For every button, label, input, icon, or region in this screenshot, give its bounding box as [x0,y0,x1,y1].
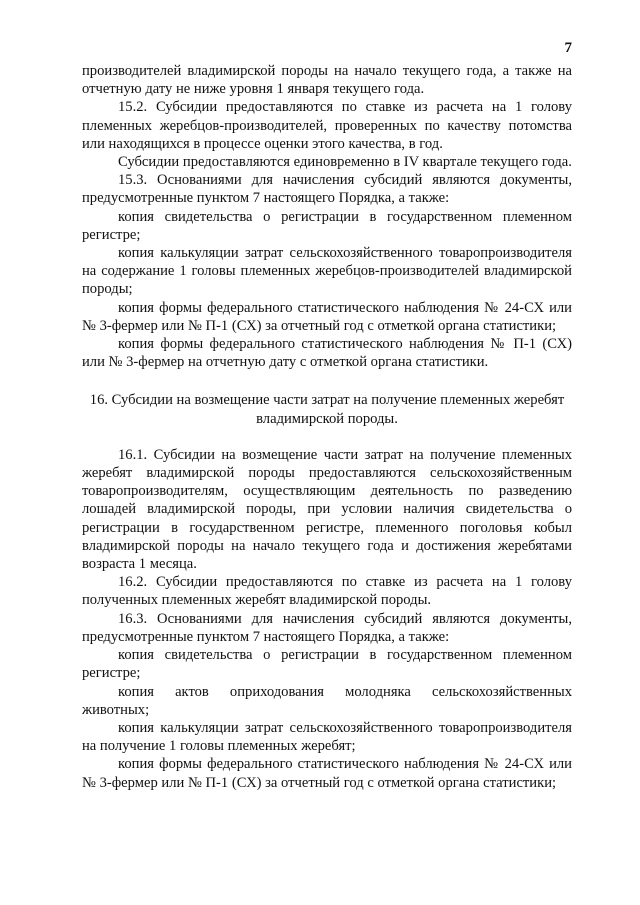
paragraph: производителей владимирской породы на начало текущего года, а также на отчетную дату не ниже уровня 1 января текущего года. [82,63,572,98]
paragraph: 16.3. Основаниями для начисления субсидий являются документы, предусмотренные пунктом 7 настоящего Порядка, а также: [82,610,572,645]
section-heading: 16. Субсидии на возмещение части затрат на получение племенных жеребят владимирской породы. [89,392,565,427]
paragraph: 15.2. Субсидии предоставляются по ставке из расчета на 1 голову племенных жеребцов-производителей, проверенных по качеству потомства или находящихся в процессе оценки этого качества, в год. [82,99,572,152]
list-item: копия калькуляции затрат сельскохозяйственного товаропроизводителя на получение 1 головы племенных жеребят; [82,719,572,755]
list-item: копия свидетельства о регистрации в государственном племенном регистре; [82,208,572,243]
document-body [82,62,572,792]
list-item: копия калькуляции затрат сельскохозяйственного товаропроизводителя на содержание 1 головы племенных жеребцов-производителей владимирской породы; [82,245,572,298]
list-item: копия формы федерального статистического наблюдения № П-1 (СХ) или № 3-фермер на отчетную дату с отметкой органа статистики. [82,336,572,371]
paragraph: Субсидии предоставляются единовременно в IV квартале текущего года. [118,154,572,171]
list-item: копия свидетельства о регистрации в государственном племенном регистре; [82,647,572,682]
list-item: копия актов оприходования молодняка сельскохозяйственных животных; [82,683,572,718]
page-number: 7 [564,40,572,56]
paragraph: 15.3. Основаниями для начисления субсидий являются документы, предусмотренные пунктом 7 настоящего Порядка, а также: [82,172,572,207]
paragraph: 16.1. Субсидии на возмещение части затрат на получение племенных жеребят владимирской породы предоставляются сельскохозяйственным товаропроизводителям, осуществляющим деятельность по разведению лошадей владимирской породы, при условии наличия свидетельства о регистрации в государственном регистре, племенного поголовья кобыл владимирской породы на начало текущего года и достижения жеребятами возраста 1 месяца. [82,446,572,573]
list-item: копия формы федерального статистического наблюдения № 24-СХ или № 3-фермер или № П-1 (СХ) за отчетный год с отметкой органа статистики; [82,756,572,791]
list-item: копия формы федерального статистического наблюдения № 24-СХ или № 3-фермер или № П-1 (СХ) за отчетный год с отметкой органа статистики; [82,299,572,334]
paragraph: 16.2. Субсидии предоставляются по ставке из расчета на 1 голову полученных племенных жеребят владимирской породы. [82,574,572,609]
